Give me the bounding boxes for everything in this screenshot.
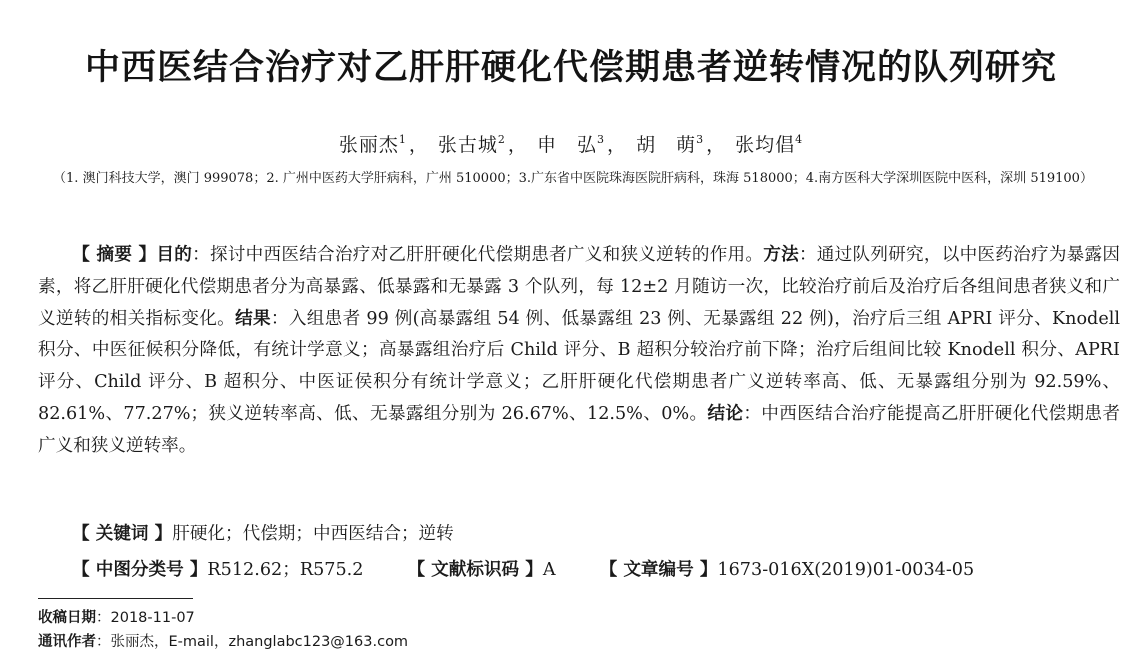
author-affiliation-mark: 1 (398, 133, 407, 146)
article-number-label: 【 文章编号 】 (599, 560, 718, 580)
author-affiliation-mark: 4 (795, 133, 804, 146)
keywords-label: 【 关键词 】 (72, 524, 173, 544)
author-list (0, 130, 1142, 157)
abstract-conclusion-label: 结论 (707, 403, 744, 424)
received-date-value: ：2018-11-07 (96, 610, 195, 626)
article-number-value: 1673-016X(2019)01-0034-05 (717, 560, 975, 580)
author-separator: ， (706, 134, 727, 156)
doc-code-value: A (542, 560, 556, 580)
article-title: 中西医结合治疗对乙肝肝硬化代偿期患者逆转情况的队列研究 (84, 48, 1057, 88)
keywords-line (72, 520, 454, 545)
author-name: 张丽杰 (338, 134, 399, 156)
footnote-divider (38, 598, 193, 599)
abstract-objective-text: ：探讨中西医结合治疗对乙肝肝硬化代偿期患者广义和狭义逆转的作用。 (192, 245, 764, 265)
affiliations: （1. 澳门科技大学，澳门 999078；2. 广州中医药大学肝病科，广州 510000；3.广东省中医院珠海医院肝病科，珠海 518000；4.南方医科大学深圳医院中医科，深圳 519100） (53, 171, 1093, 186)
corresponding-author-value: ：张丽杰，E-mail，zhanglabc123@163.com (96, 634, 409, 650)
corresponding-author-label: 通讯作者 (38, 634, 96, 650)
author-affiliation-mark: 2 (497, 133, 506, 146)
abstract (38, 240, 1120, 463)
author-separator: ， (607, 134, 628, 156)
author-separator: ， (507, 134, 528, 156)
abstract-methods-label: 方法 (763, 245, 799, 265)
abstract-methods-text: ：通过队列研究，以中医药治疗为暴露因素，将乙肝肝硬化代偿期患者分为高暴露、低暴露和无暴露 3 个队列，每 12±2 月随访一次，比较治疗前后及治疗后各组间患者狭义和广义逆转的相关指标变化。 (38, 245, 1120, 329)
author-name: 张均倡 (735, 134, 796, 156)
clc-value: R512.62；R575.2 (207, 560, 364, 580)
received-date (38, 606, 195, 627)
keywords-text: 肝硬化；代偿期；中西医结合；逆转 (172, 524, 454, 544)
author-affiliation-mark: 3 (597, 133, 605, 146)
abstract-objective-label: 目的 (156, 245, 193, 265)
abstract-conclusion-text: ：中西医结合治疗能提高乙肝肝硬化代偿期患者广义和狭义逆转率。 (38, 403, 1120, 456)
author-name: 胡 萌 (636, 134, 697, 156)
author-name: 申 弘 (536, 134, 597, 156)
received-date-label: 收稿日期 (38, 610, 96, 626)
abstract-label: 【 摘要 】 (72, 245, 157, 265)
author-separator: ， (408, 134, 429, 156)
abstract-results-text: ：入组患者 99 例(高暴露组 54 例、低暴露组 23 例、无暴露组 22 例)，治疗后三组 APRI 评分、Knodell 积分、中医征候积分降低，有统计学意义；高暴露组治疗后 Child 评分、B 超积分较治疗前下降；治疗后组间比较 Knodell 积分、APRI 评分、Child 评分、B 超积分、中医证侯积分有统计学意义；乙肝肝硬化代偿期患者广义逆转率高、低、无暴露组分别为 92.59%、82.61%、77.27%；狭义逆转率高、低、无暴露组分别为 26.67%、12.5%、0%。 (38, 308, 1120, 424)
doc-code-label: 【 文献标识码 】 (407, 560, 543, 580)
corresponding-author (38, 630, 408, 651)
author-affiliation-mark: 3 (696, 133, 705, 146)
classification-line (72, 556, 974, 581)
clc-label: 【 中图分类号 】 (72, 560, 208, 580)
author-name: 张古城 (437, 134, 498, 156)
abstract-results-label: 结果 (235, 308, 271, 329)
